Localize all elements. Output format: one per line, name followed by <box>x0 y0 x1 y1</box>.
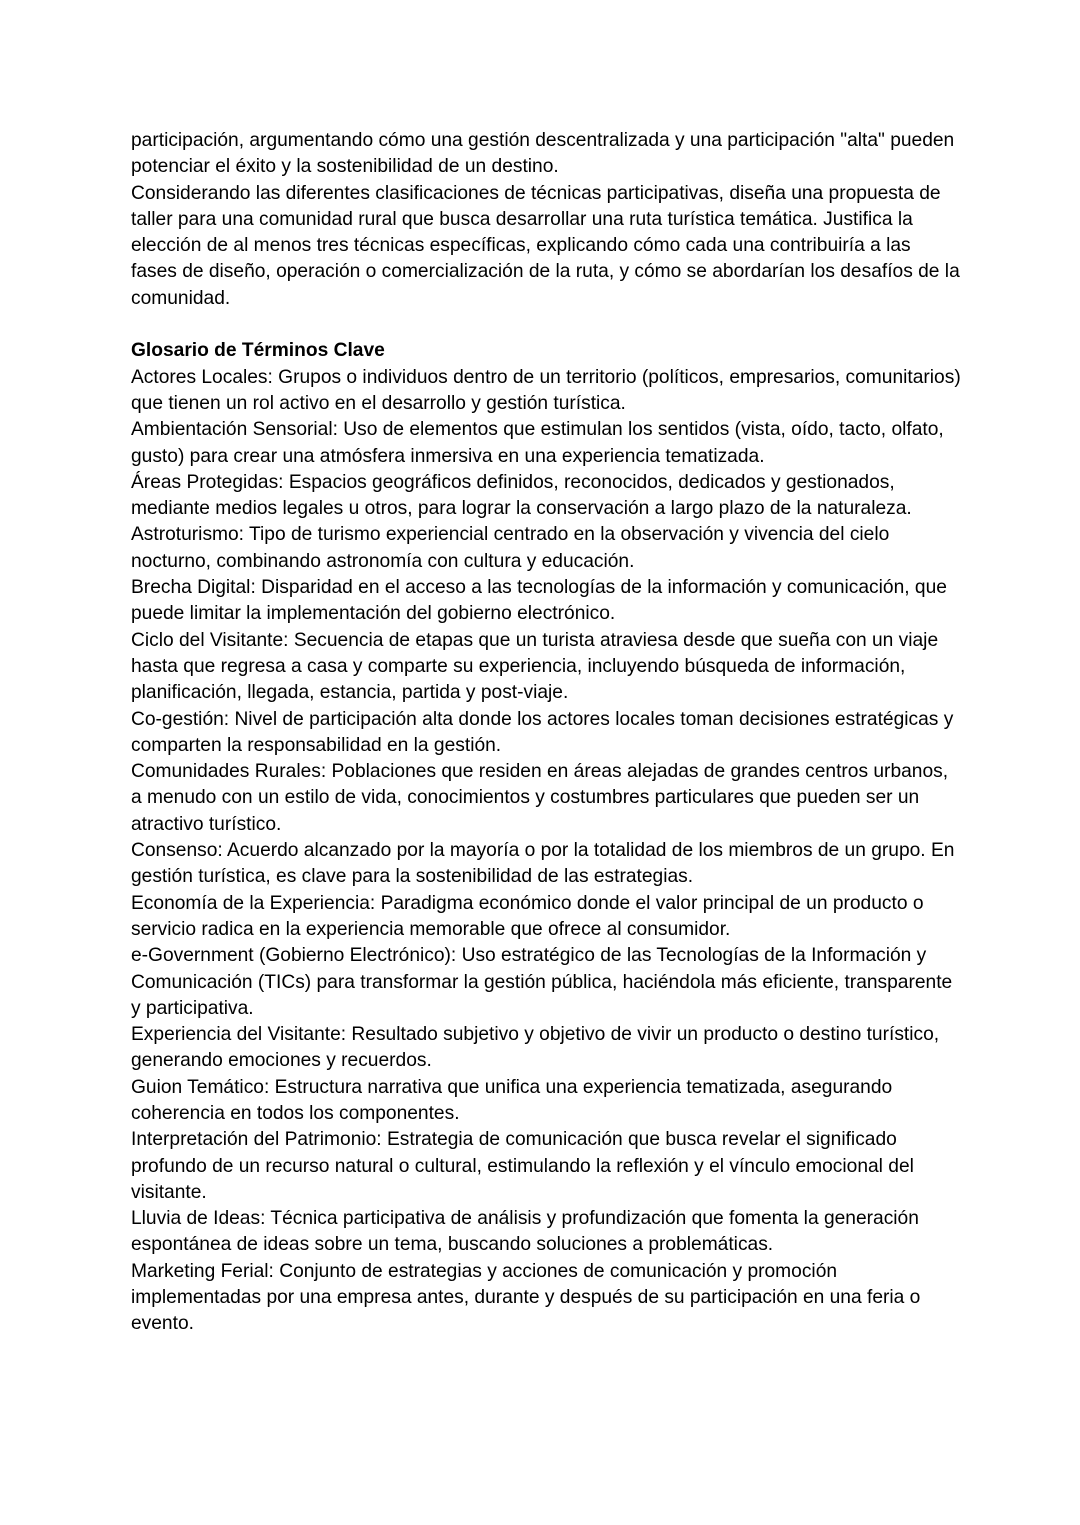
glossary-section <box>131 338 961 1337</box>
glossary-entry: Experiencia del Visitante: Resultado subjetivo y objetivo de vivir un producto o destino turístico, generando emociones y recuerdos. <box>131 1024 940 1072</box>
glossary-entry: Lluvia de Ideas: Técnica participativa de análisis y profundización que fomenta la generación espontánea de ideas sobre un tema, buscando soluciones a problemáticas. <box>131 1208 919 1256</box>
glossary-entry: Marketing Ferial: Conjunto de estrategias y acciones de comunicación y promoción implementadas por una empresa antes, durante y después de su participación en una feria o evento. <box>131 1260 921 1335</box>
glossary-entry: Brecha Digital: Disparidad en el acceso a las tecnologías de la información y comunicación, que puede limitar la implementación del gobierno electrónico. <box>131 577 947 625</box>
document-page <box>131 128 961 1338</box>
intro-paragraph: participación, argumentando cómo una gestión descentralizada y una participación "alta" pueden potenciar el éxito y la sostenibilidad de un destino. <box>131 130 955 178</box>
glossary-entry: Astroturismo: Tipo de turismo experiencial centrado en la observación y vivencia del cielo nocturno, combinando astronomía con cultura y educación. <box>131 524 890 572</box>
glossary-entry: Guion Temático: Estructura narrativa que unifica una experiencia tematizada, asegurando coherencia en todos los componentes. <box>131 1076 893 1124</box>
paragraph-spacer <box>131 312 961 338</box>
glossary-entry: Comunidades Rurales: Poblaciones que residen en áreas alejadas de grandes centros urbanos, a menudo con un estilo de vida, conocimientos y costumbres particulares que pueden ser un atractivo turístico. <box>131 761 949 835</box>
glossary-entry: Áreas Protegidas: Espacios geográficos definidos, reconocidos, dedicados y gestionados, mediante medios legales u otros, para lograr la conservación a largo plazo de la naturaleza. <box>131 471 912 520</box>
glossary-entry: e-Government (Gobierno Electrónico): Uso estratégico de las Tecnologías de la Información y Comunicación (TICs) para transformar la gestión pública, haciéndola más eficiente, transparente y participativa. <box>131 945 953 1019</box>
glossary-entry: Ciclo del Visitante: Secuencia de etapas que un turista atraviesa desde que sueña con un viaje hasta que regresa a casa y comparte su experiencia, incluyendo búsqueda de información, planificación, llegada, estancia, partida y post-viaje. <box>131 629 939 704</box>
glossary-entry: Interpretación del Patrimonio: Estrategia de comunicación que busca revelar el significado profundo de un recurso natural o cultural, estimulando la reflexión y el vínculo emocional del visitante. <box>131 1129 914 1203</box>
glossary-entry: Ambientación Sensorial: Uso de elementos que estimulan los sentidos (vista, oído, tacto, olfato, gusto) para crear una atmósfera inmersiva en una experiencia tematizada. <box>131 419 944 467</box>
glossary-title: Glosario de Términos Clave <box>131 340 385 362</box>
glossary-entry: Economía de la Experiencia: Paradigma económico donde el valor principal de un producto o servicio radica en la experiencia memorable que ofrece al consumidor. <box>131 892 924 940</box>
glossary-entry: Co-gestión: Nivel de participación alta donde los actores locales toman decisiones estratégicas y comparten la responsabilidad en la gestión. <box>131 708 954 756</box>
glossary-entry: Actores Locales: Grupos o individuos dentro de un territorio (políticos, empresarios, comunitarios) que tienen un rol activo en el desarrollo y gestión turística. <box>131 366 961 414</box>
intro-paragraph: Considerando las diferentes clasificaciones de técnicas participativas, diseña una propuesta de taller para una comunidad rural que busca desarrollar una ruta turística temática. Justifica la elección de al menos tres técnicas específicas, explicando cómo cada una contribuiría a las fases de diseño, operación o comercialización de la ruta, y cómo se abordarían los desafíos de la comunidad. <box>131 182 960 309</box>
glossary-entry: Consenso: Acuerdo alcanzado por la mayoría o por la totalidad de los miembros de un grupo. En gestión turística, es clave para la sostenibilidad de las estrategias. <box>131 840 955 888</box>
